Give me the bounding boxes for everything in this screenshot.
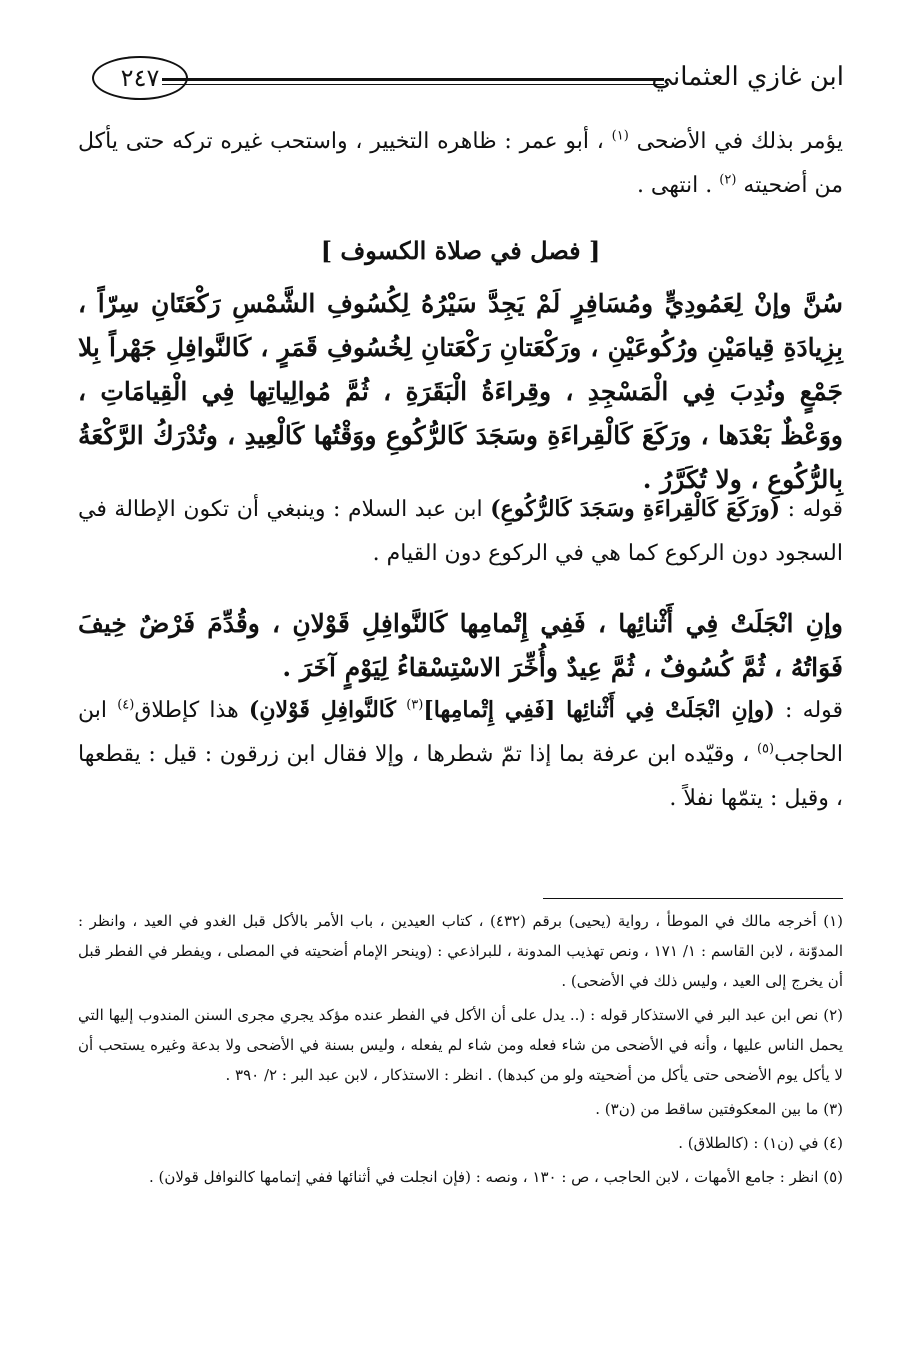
page-header bbox=[92, 52, 844, 108]
header-rule bbox=[162, 78, 664, 81]
running-title: ابن غازي العثماني bbox=[651, 62, 844, 92]
footnote-ref-2: (٢) bbox=[719, 172, 737, 188]
intro-paragraph bbox=[78, 120, 843, 208]
section-heading: [ فصل في صلاة الكسوف ] bbox=[320, 236, 601, 265]
footnote-ref-5: (٥) bbox=[756, 741, 775, 757]
commentary-text-a: هذا كإطلاق bbox=[134, 698, 239, 723]
matn-paragraph-1: سُنَّ وإنْ لِعَمُودِيٍّ ومُسَافِرٍ لَمْ يَجِدَّ سَيْرُهُ لِكُسُوفِ الشَّمْسِ رَكْعَتَانِ سِرّاً ، بِزِيادَةِ قِيامَيْنِ ورُكُوعَيْنِ ، ورَكْعَتانِ رَكْعَتانِ لِخُسُوفِ قَمَرٍ ، كَالنَّوافِلِ جَهْراً بِلا جَمْعٍ ونُدِبَ فِي الْمَسْجِدِ ، وقِراءَةُ الْبَقَرَةِ ، ثُمَّ مُوالِياتِها فِي الْقِيامَاتِ ، ووَعْظٌ بَعْدَها ، ورَكَعَ كَالْقِراءَةِ وسَجَدَ كَالرُّكُوعِ ووَقْتُها كَالْعِيدِ ، وتُدْرَكُ الرَّكْعَةُ بِالرُّكُوعِ ، ولا تُكَرَّرُ . bbox=[78, 289, 843, 494]
header-rule-thin bbox=[162, 84, 664, 85]
footnote-3: (٣) ما بين المعكوفتين ساقط من (ن٣) . bbox=[595, 1100, 843, 1118]
footnote-1: (١) أخرجه مالك في الموطأ ، رواية (يحيى) برقم (٤٣٢) ، كتاب العيدين ، باب الأمر بالأكل قبل الغدو في العيد ، وانظر : المدوّنة ، لابن القاسم : ١/ ١٧١ ، ونص تهذيب المدونة ، للبراذعي : (وينحر الإمام أضحيته في المصلى ، ويفطر في الفطر قبل أن يخرج إلى العيد ، وليس ذلك في الأضحى) . bbox=[78, 912, 844, 990]
footnote-4: (٤) في (ن١) : (كالطلاق) . bbox=[678, 1134, 843, 1152]
commentary-prefix: قوله : bbox=[787, 497, 843, 522]
commentary-text: ابن عبد السلام : وينبغي أن تكون الإطالة في السجود دون الركوع كما هي في الركوع دون القيام . bbox=[78, 497, 843, 566]
commentary-text-c: ، وقيّده ابن عرفة بما إذا تمّ شطرها ، وإلا فقال ابن زرقون : قيل : يقطعها ، وقيل : يتمّها نفلاً . bbox=[78, 742, 843, 811]
intro-text-3: . انتهى . bbox=[636, 173, 713, 198]
footnote-ref-1: (١) bbox=[611, 128, 629, 144]
page-number: ٢٤٧ bbox=[92, 56, 188, 100]
commentary-prefix: قوله : bbox=[785, 698, 844, 723]
commentary-quote-b: كَالنَّوافِلِ قَوْلانِ) bbox=[248, 697, 396, 723]
commentary-paragraph-2 bbox=[78, 688, 843, 821]
commentary-text-b: ابن الحاجب bbox=[78, 698, 843, 767]
matn-paragraph-2: وإنِ انْجَلَتْ فِي أَثْنائِها ، فَفِي إِتْمامِها كَالنَّوافِلِ قَوْلانِ ، وقُدِّمَ فَرْضٌ خِيفَ فَوَاتُهُ ، ثُمَّ كُسُوفٌ ، ثُمَّ عِيدٌ وأُخِّرَ الاسْتِسْقاءُ لِيَوْمٍ آخَرَ . bbox=[78, 609, 843, 682]
commentary-quote: (ورَكَعَ كَالْقِراءَةِ وسَجَدَ كَالرُّكُوعِ) bbox=[490, 496, 781, 522]
footnote-ref-4: (٤) bbox=[117, 697, 135, 713]
intro-text-1: يؤمر بذلك في الأضحى bbox=[636, 129, 844, 154]
footnotes bbox=[78, 906, 843, 1196]
footnote-separator bbox=[543, 898, 843, 899]
footnote-5: (٥) انظر : جامع الأمهات ، لابن الحاجب ، ص : ١٣٠ ، ونصه : (فإن انجلت في أثنائها ففي إتمامها كالنوافل قولان) . bbox=[148, 1168, 843, 1186]
intro-text-2: ، أبو عمر : ظاهره التخيير ، واستحب غيره تركه حتى يأكل من أضحيته bbox=[78, 129, 843, 198]
footnote-ref-3: (٣) bbox=[406, 697, 424, 713]
footnote-2: (٢) نص ابن عبد البر في الاستذكار قوله : (.. يدل على أن الأكل في الفطر عنده مؤكد يجري مجرى السنن المندوب إليها التي يحمل الناس عليها ، وأنه في الأضحى من شاء فعله ومن شاء لم يفعله ، وليس بسنة في الأضحى ولا بدعة وغيره يستحب أن لا يأكل يوم الأضحى حتى يأكل من أضحيته ولو من كبدها) . انظر : الاستذكار ، لابن عبد البر : ٢/ ٣٩٠ . bbox=[78, 1006, 843, 1084]
commentary-paragraph-1 bbox=[78, 487, 843, 576]
commentary-quote-a: (وإنِ انْجَلَتْ فِي أَثْنائِها [فَفِي إِتْمامِها] bbox=[423, 697, 775, 723]
